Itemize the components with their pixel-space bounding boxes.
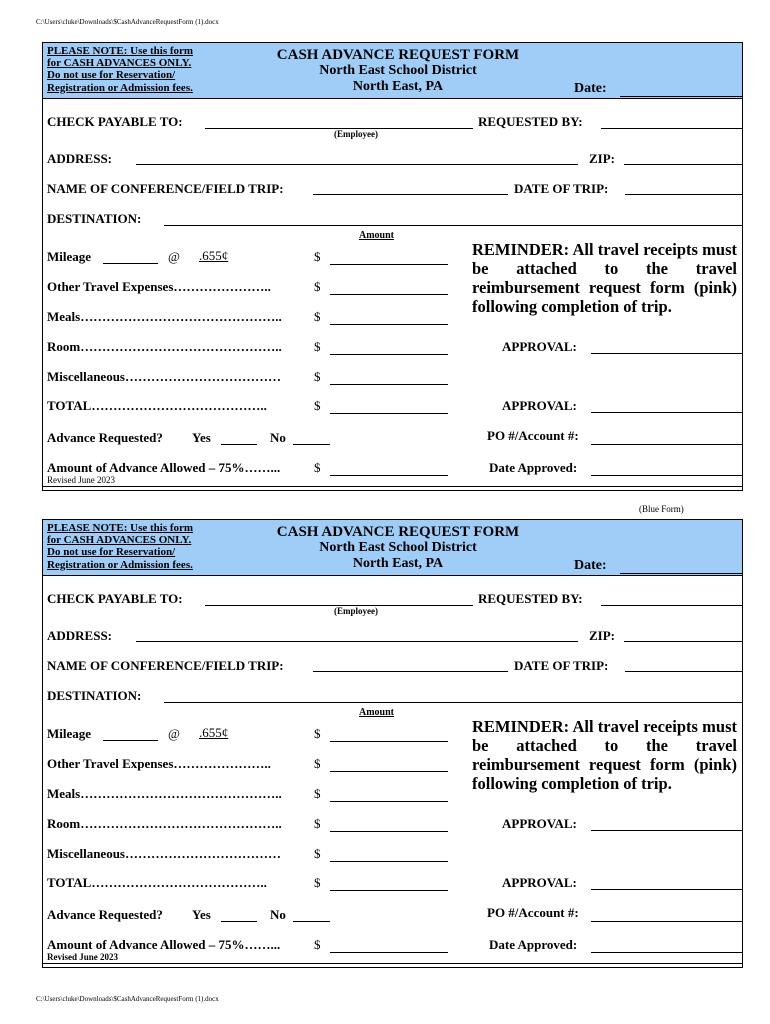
po-account-field[interactable]: [591, 444, 742, 445]
misc-amount-field[interactable]: [330, 861, 448, 862]
check-payable-label: CHECK PAYABLE TO:: [47, 591, 183, 606]
amount-header: Amount: [359, 230, 395, 241]
approval-label: APPROVAL:: [502, 339, 577, 354]
district-name: North East School District: [319, 63, 477, 78]
misc-label: Miscellaneous………………………………: [47, 369, 281, 384]
requested-by-field[interactable]: [601, 128, 742, 129]
misc-label: Miscellaneous………………………………: [47, 846, 281, 861]
date-of-trip-field[interactable]: [625, 194, 742, 195]
yes-label: Yes: [192, 907, 211, 922]
date-of-trip-field[interactable]: [625, 671, 742, 672]
at-symbol: @: [168, 726, 180, 741]
conference-label: NAME OF CONFERENCE/FIELD TRIP:: [47, 658, 284, 673]
amount-allowed-field[interactable]: [330, 952, 448, 953]
cash-advance-form-1: [42, 42, 743, 491]
dollar-sign: $: [314, 249, 321, 264]
date-approved-label: Date Approved:: [489, 937, 578, 952]
dollar-sign: $: [314, 875, 321, 890]
other-travel-amount-field[interactable]: [330, 294, 448, 295]
check-payable-label: CHECK PAYABLE TO:: [47, 114, 183, 129]
approval-label: APPROVAL:: [502, 816, 577, 831]
address-field[interactable]: [136, 641, 578, 642]
requested-by-label: REQUESTED BY:: [478, 114, 583, 129]
date-approved-field[interactable]: [591, 475, 742, 476]
reminder-text: REMINDER: All travel receipts must be attached to the travel reimbursement request form (pink) following completion of trip.: [472, 240, 737, 316]
mileage-rate: .655¢: [199, 248, 229, 263]
mileage-amount-field[interactable]: [330, 741, 448, 742]
approval2-field[interactable]: [591, 412, 742, 413]
misc-amount-field[interactable]: [330, 384, 448, 385]
po-account-label: PO #/Account #:: [487, 905, 579, 920]
yes-field[interactable]: [221, 921, 257, 922]
zip-label: ZIP:: [589, 151, 615, 166]
date-field[interactable]: [620, 96, 742, 97]
reminder-text: REMINDER: All travel receipts must be attached to the travel reimbursement request form (pink) following completion of trip.: [472, 717, 737, 793]
advance-requested-label: Advance Requested?: [47, 430, 163, 445]
dollar-sign: $: [314, 369, 321, 384]
form-header: [43, 520, 742, 576]
meals-amount-field[interactable]: [330, 324, 448, 325]
dollar-sign: $: [314, 339, 321, 354]
please-note: [47, 522, 225, 571]
date-label: Date:: [574, 558, 607, 573]
file-path-bottom: C:\Users\cluke\Downloads\$CashAdvanceRequestForm (1).docx: [36, 995, 219, 1003]
total-amount-field[interactable]: [330, 890, 448, 891]
mileage-label: Mileage: [47, 249, 92, 264]
requested-by-field[interactable]: [601, 605, 742, 606]
note-line: for CASH ADVANCES ONLY.: [47, 57, 192, 70]
approval-field[interactable]: [591, 830, 742, 831]
no-field[interactable]: [293, 444, 330, 445]
zip-label: ZIP:: [589, 628, 615, 643]
note-line: Registration or Admission fees.: [47, 558, 193, 571]
yes-field[interactable]: [221, 444, 257, 445]
mileage-amount-field[interactable]: [330, 264, 448, 265]
dollar-sign: $: [314, 309, 321, 324]
other-travel-label: Other Travel Expenses…………………..: [47, 279, 271, 294]
dollar-sign: $: [314, 786, 321, 801]
meals-label: Meals………………………………………..: [47, 309, 282, 324]
note-line: Do not use for Reservation/: [47, 546, 176, 559]
date-approved-field[interactable]: [591, 952, 742, 953]
approval2-field[interactable]: [591, 889, 742, 890]
other-travel-amount-field[interactable]: [330, 771, 448, 772]
dollar-sign: $: [314, 937, 321, 952]
po-account-field[interactable]: [591, 921, 742, 922]
file-path-top: C:\Users\cluke\Downloads\$CashAdvanceRequestForm (1).docx: [36, 18, 219, 26]
address-label: ADDRESS:: [47, 628, 113, 643]
no-label: No: [270, 907, 286, 922]
date-field[interactable]: [620, 573, 742, 574]
blue-form-note: (Blue Form): [639, 504, 684, 514]
amount-allowed-field[interactable]: [330, 475, 448, 476]
footer-divider: [43, 963, 742, 964]
note-line: PLEASE NOTE: Use this form: [47, 45, 194, 57]
conference-field[interactable]: [313, 194, 508, 195]
destination-field[interactable]: [164, 702, 742, 703]
note-line: PLEASE NOTE: Use this form: [47, 522, 194, 534]
form-title: CASH ADVANCE REQUEST FORM: [276, 524, 520, 540]
amount-header: Amount: [359, 707, 395, 718]
approval2-label: APPROVAL:: [502, 398, 577, 413]
mileage-rate: .655¢: [199, 725, 229, 740]
destination-label: DESTINATION:: [47, 211, 142, 226]
note-line: for CASH ADVANCES ONLY.: [47, 534, 192, 547]
destination-label: DESTINATION:: [47, 688, 142, 703]
mileage-field[interactable]: [103, 263, 158, 264]
dollar-sign: $: [314, 846, 321, 861]
amount-allowed-label: Amount of Advance Allowed – 75%……...: [47, 460, 281, 475]
zip-field[interactable]: [624, 641, 742, 642]
revised-date: Revised June 2023: [47, 952, 119, 962]
room-label: Room………………………………………..: [47, 816, 282, 831]
no-label: No: [270, 430, 286, 445]
conference-field[interactable]: [313, 671, 508, 672]
dollar-sign: $: [314, 398, 321, 413]
other-travel-label: Other Travel Expenses…………………..: [47, 756, 271, 771]
footer-divider: [43, 486, 742, 487]
total-label: TOTAL…………………………………..: [47, 875, 267, 890]
employee-note: (Employee): [334, 606, 378, 616]
advance-requested-label: Advance Requested?: [47, 907, 163, 922]
mileage-field[interactable]: [103, 740, 158, 741]
form-title-block: [253, 524, 543, 572]
address-field[interactable]: [136, 164, 578, 165]
district-name: North East School District: [319, 540, 477, 555]
room-amount-field[interactable]: [330, 831, 448, 832]
address-label: ADDRESS:: [47, 151, 113, 166]
yes-label: Yes: [192, 430, 211, 445]
total-label: TOTAL…………………………………..: [47, 398, 267, 413]
note-line: Do not use for Reservation/: [47, 69, 176, 82]
destination-field[interactable]: [164, 225, 742, 226]
room-label: Room………………………………………..: [47, 339, 282, 354]
dollar-sign: $: [314, 279, 321, 294]
approval2-label: APPROVAL:: [502, 875, 577, 890]
dollar-sign: $: [314, 460, 321, 475]
district-location: North East, PA: [352, 556, 444, 571]
total-amount-field[interactable]: [330, 413, 448, 414]
dollar-sign: $: [314, 816, 321, 831]
dollar-sign: $: [314, 726, 321, 741]
date-approved-label: Date Approved:: [489, 460, 578, 475]
room-amount-field[interactable]: [330, 354, 448, 355]
approval-field[interactable]: [591, 353, 742, 354]
form-header: [43, 43, 742, 99]
mileage-label: Mileage: [47, 726, 92, 741]
meals-label: Meals………………………………………..: [47, 786, 282, 801]
no-field[interactable]: [293, 921, 330, 922]
date-label: Date:: [574, 81, 607, 96]
cash-advance-form-2: [42, 519, 743, 968]
form-title-block: [253, 47, 543, 95]
date-of-trip-label: DATE OF TRIP:: [514, 181, 609, 196]
zip-field[interactable]: [624, 164, 742, 165]
conference-label: NAME OF CONFERENCE/FIELD TRIP:: [47, 181, 284, 196]
dollar-sign: $: [314, 756, 321, 771]
date-of-trip-label: DATE OF TRIP:: [514, 658, 609, 673]
note-line: Registration or Admission fees.: [47, 81, 193, 94]
po-account-label: PO #/Account #:: [487, 428, 579, 443]
please-note: [47, 45, 225, 94]
requested-by-label: REQUESTED BY:: [478, 591, 583, 606]
district-location: North East, PA: [352, 79, 444, 94]
at-symbol: @: [168, 249, 180, 264]
revised-date: Revised June 2023: [47, 475, 115, 485]
amount-allowed-label: Amount of Advance Allowed – 75%……...: [47, 937, 281, 952]
meals-amount-field[interactable]: [330, 801, 448, 802]
employee-note: (Employee): [334, 129, 378, 139]
form-title: CASH ADVANCE REQUEST FORM: [276, 47, 520, 63]
